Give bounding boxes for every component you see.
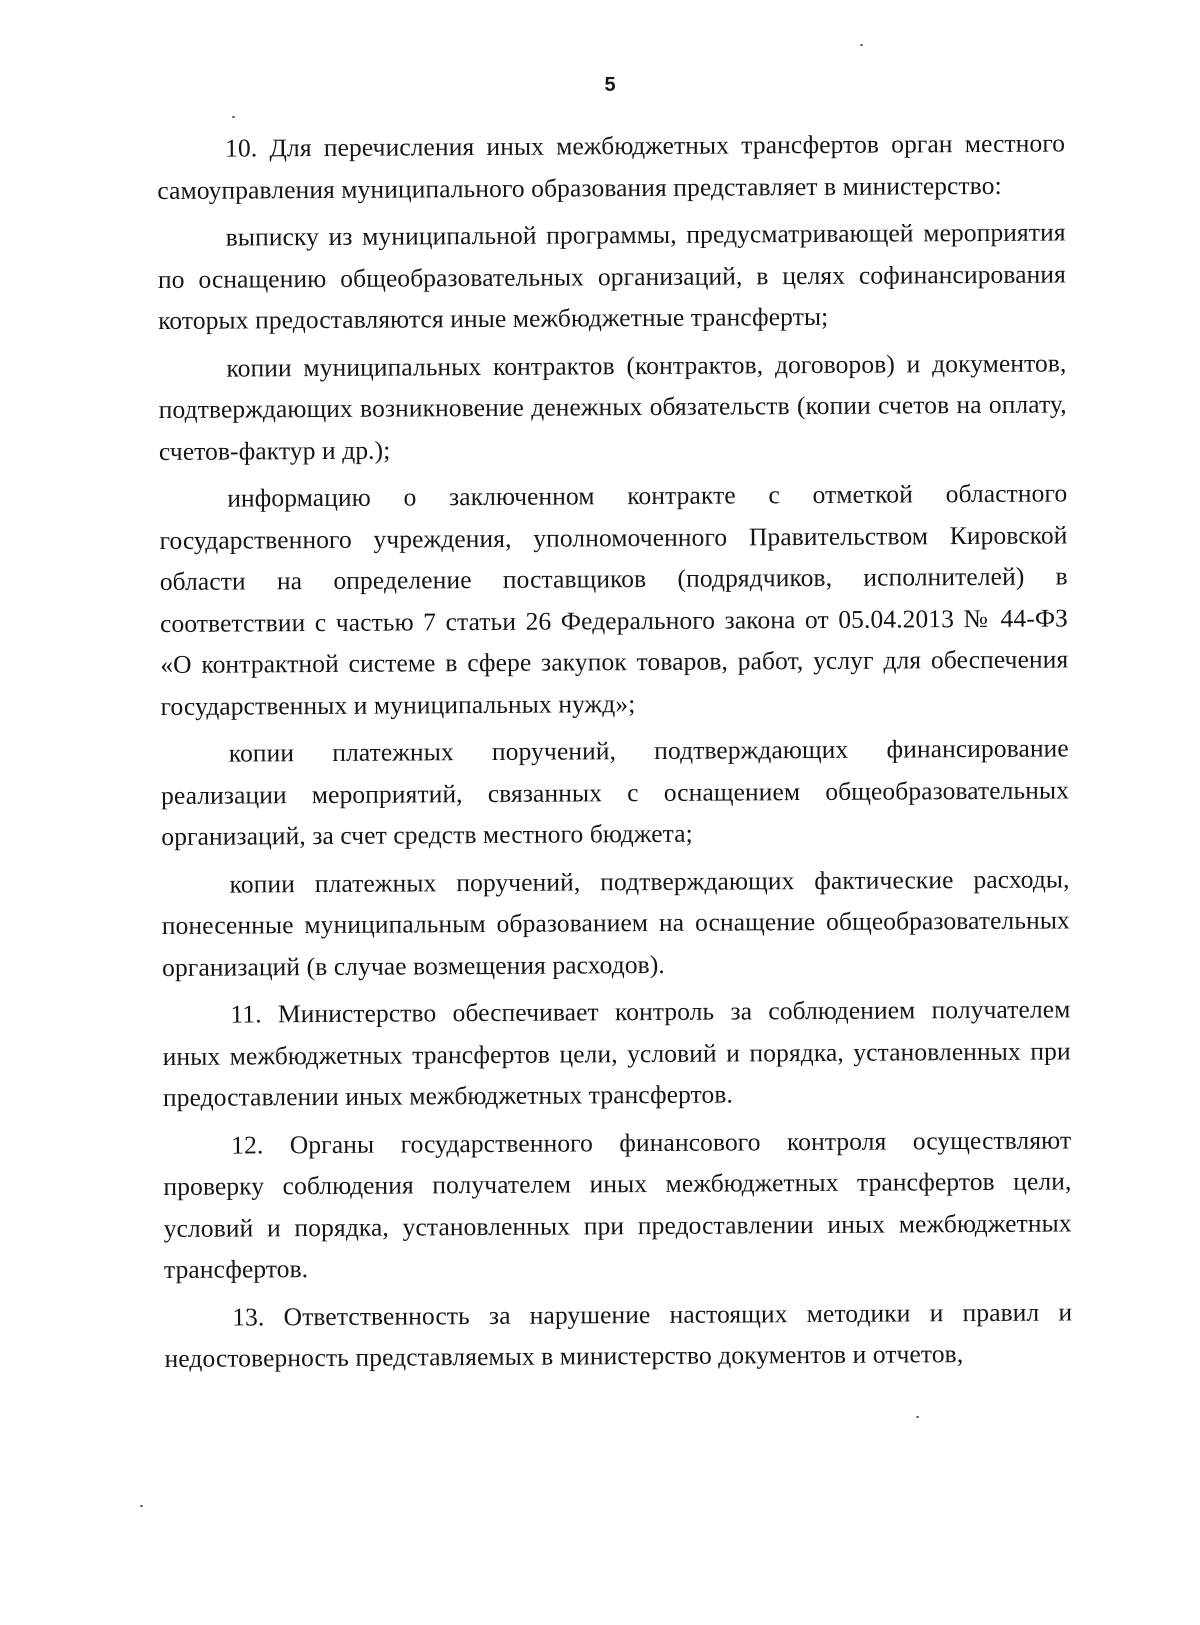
scan-speck [860,44,863,46]
paragraph-payment-orders-financing: копии платежных поручений, подтверждающих финансирование реализации мероприятий, связанных с оснащением общеобразовательных организаций, за счет средств местного бюджета; [160,733,1070,851]
paragraph-payment-orders-expenses: копии платежных поручений, подтверждающих фактические расходы, понесенные муниципальным образованием на оснащение общеобразовательных организаций (в случае возмещения расходов). [161,863,1070,982]
paragraph-contract-info: информацию о заключенном контракте с отметкой областного государственного учреждения, уполномоченного Правительством Кировской области на определение поставщиков (подрядчиков, исполнителей) в соответствии с частью 7 статьи 26 Федерального закона от 05.04.2013 № 44-ФЗ «О контрактной системе в сфере закупок товаров, работ, услуг для обеспечения государственных и муниципальных нужд»; [159,478,1069,721]
scan-speck [232,116,235,118]
paragraph-13: 13. Ответственность за нарушение настоящих методики и правил и недостоверность представляемых в министерство документов и отчетов, [164,1296,1073,1373]
paragraph-program-extract: выписку из муниципальной программы, предусматривающей мероприятия по оснащению общеобразовательных организаций, в целях софинансирования которых предоставляются иные межбюджетные трансферты; [157,217,1066,335]
scan-speck [140,1505,143,1507]
page-number: 5 [604,74,616,96]
document-body [157,122,1073,1385]
paragraph-11: 11. Министерство обеспечивает контроль за соблюдением получателем иных межбюджетных трансфертов цели, условий и порядка, установленных при предоставлении иных межбюджетных трансфертов. [162,994,1071,1112]
scan-speck [916,1416,919,1418]
paragraph-10: 10. Для перечисления иных межбюджетных трансфертов орган местного самоуправления муниципального образования представляет в министерство: [157,128,1066,205]
paragraph-contract-copies: копии муниципальных контрактов (контрактов, договоров) и документов, подтверждающих возникновение денежных обязательств (копии счетов на оплату, счетов-фактур и др.); [158,347,1067,466]
paragraph-12: 12. Органы государственного финансового контроля осуществляют проверку соблюдения получателем иных межбюджетных трансфертов цели, условий и порядка, установленных при предоставлении иных межбюджетных трансфертов. [163,1124,1072,1284]
